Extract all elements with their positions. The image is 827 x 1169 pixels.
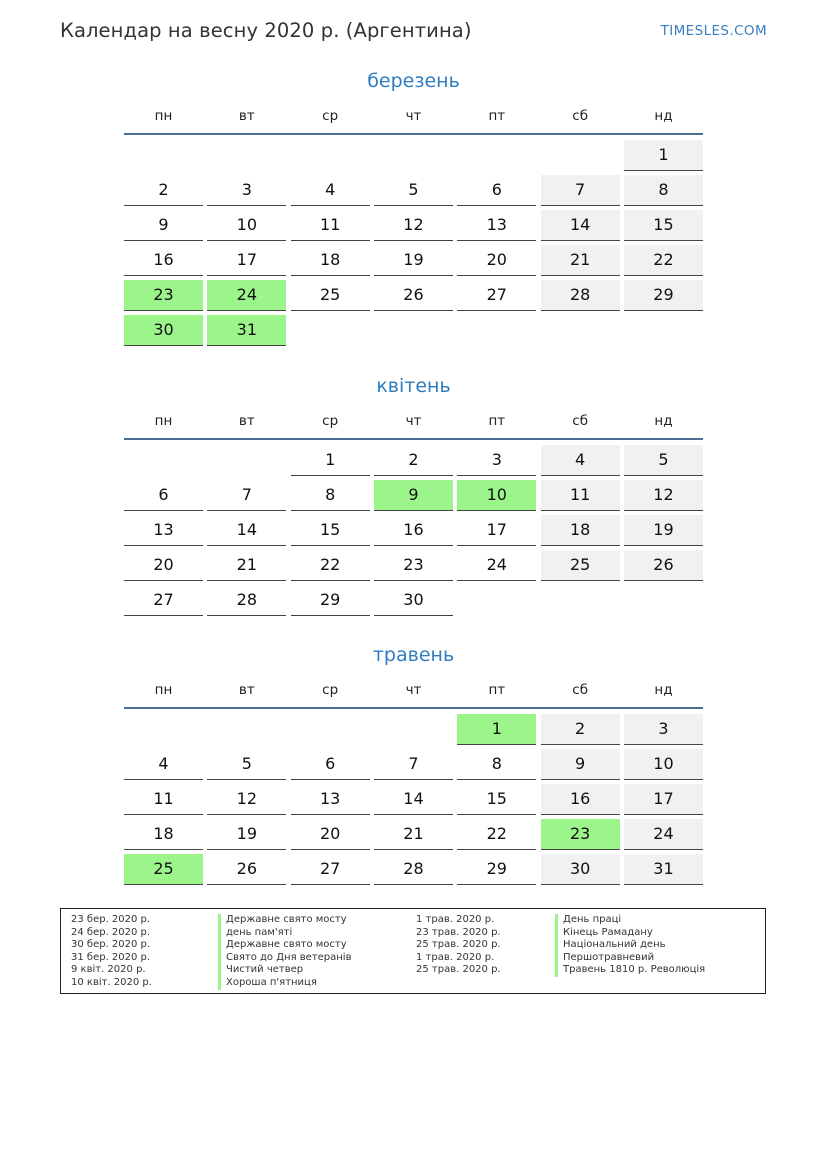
legend-holiday-name: Першотравневий xyxy=(555,952,705,965)
legend-holiday-name: Хороша п'ятниця xyxy=(218,977,351,990)
day-cell: 16 xyxy=(124,245,203,276)
day-cell: 7 xyxy=(374,749,453,780)
legend-dates-left xyxy=(71,914,152,990)
day-cell: 28 xyxy=(207,585,286,616)
weekday-header xyxy=(124,680,703,705)
weekday-label: пн xyxy=(154,682,173,698)
day-cell: 9 xyxy=(124,210,203,241)
day-cell: 8 xyxy=(291,480,370,511)
month-title: квітень xyxy=(376,375,451,397)
legend-holiday-name: Державне свято мосту xyxy=(218,914,351,927)
weekday-header xyxy=(124,411,703,436)
day-cell: 26 xyxy=(207,854,286,885)
weekday-label: пт xyxy=(488,682,506,698)
day-cell: 1 xyxy=(624,140,703,171)
legend-date: 24 бер. 2020 р. xyxy=(71,926,151,938)
weekday-label: вт xyxy=(238,108,255,124)
holiday-day-cell: 23 xyxy=(541,819,620,850)
holiday-day-cell: 24 xyxy=(207,280,286,311)
holiday-day-cell: 31 xyxy=(207,315,286,346)
day-cell: 4 xyxy=(124,749,203,780)
day-cell: 18 xyxy=(124,819,203,850)
empty-cell xyxy=(374,140,453,170)
day-cell: 22 xyxy=(457,819,536,850)
day-cell: 23 xyxy=(374,550,453,581)
day-cell: 13 xyxy=(291,784,370,815)
day-grid xyxy=(124,140,703,346)
weekday-label: чт xyxy=(405,108,422,124)
day-cell: 27 xyxy=(291,854,370,885)
day-cell: 13 xyxy=(124,515,203,546)
weekday-label: нд xyxy=(654,413,673,429)
day-cell: 25 xyxy=(291,280,370,311)
day-grid xyxy=(124,714,703,885)
day-cell: 19 xyxy=(624,515,703,546)
day-cell: 6 xyxy=(457,175,536,206)
day-cell: 3 xyxy=(457,445,536,476)
day-cell: 28 xyxy=(541,280,620,311)
legend-date: 25 трав. 2020 р. xyxy=(416,939,501,951)
day-cell: 27 xyxy=(457,280,536,311)
day-cell: 12 xyxy=(207,784,286,815)
day-cell: 7 xyxy=(207,480,286,511)
day-cell: 10 xyxy=(624,749,703,780)
day-cell: 8 xyxy=(624,175,703,206)
day-cell: 8 xyxy=(457,749,536,780)
day-cell: 11 xyxy=(291,210,370,241)
day-cell: 24 xyxy=(457,550,536,581)
day-cell: 30 xyxy=(541,854,620,885)
day-cell: 29 xyxy=(457,854,536,885)
legend-holiday-name: День праці xyxy=(555,914,705,927)
day-cell: 20 xyxy=(124,550,203,581)
day-cell: 22 xyxy=(291,550,370,581)
day-cell: 24 xyxy=(624,819,703,850)
day-cell: 17 xyxy=(207,245,286,276)
empty-cell xyxy=(124,445,203,475)
day-cell: 28 xyxy=(374,854,453,885)
day-cell: 14 xyxy=(207,515,286,546)
month-march xyxy=(124,66,703,346)
legend-names-left xyxy=(218,914,351,990)
day-cell: 14 xyxy=(541,210,620,241)
day-cell: 4 xyxy=(291,175,370,206)
empty-cell xyxy=(374,714,453,744)
header-rule xyxy=(124,707,703,709)
day-cell: 11 xyxy=(124,784,203,815)
day-cell: 2 xyxy=(541,714,620,745)
day-cell: 4 xyxy=(541,445,620,476)
day-cell: 21 xyxy=(541,245,620,276)
legend-holiday-name: Свято до Дня ветеранів xyxy=(218,952,351,965)
site-logo-link[interactable]: TIMESLES.COM xyxy=(660,23,767,39)
day-cell: 26 xyxy=(624,550,703,581)
day-cell: 12 xyxy=(374,210,453,241)
weekday-label: сб xyxy=(572,413,589,429)
legend-holiday-name: Чистий четвер xyxy=(218,964,351,977)
day-cell: 19 xyxy=(207,819,286,850)
day-cell: 26 xyxy=(374,280,453,311)
weekday-label: сб xyxy=(572,108,589,124)
day-cell: 29 xyxy=(624,280,703,311)
legend-date: 30 бер. 2020 р. xyxy=(71,939,151,951)
month-may xyxy=(124,640,703,885)
weekday-label: нд xyxy=(654,108,673,124)
empty-cell xyxy=(207,445,286,475)
legend-date: 10 квіт. 2020 р. xyxy=(71,976,152,988)
month-title: травень xyxy=(372,644,455,666)
weekday-label: пт xyxy=(488,108,506,124)
day-cell: 17 xyxy=(624,784,703,815)
weekday-label: ср xyxy=(322,413,339,429)
empty-cell xyxy=(457,140,536,170)
day-cell: 3 xyxy=(624,714,703,745)
empty-cell xyxy=(124,140,203,170)
day-cell: 19 xyxy=(374,245,453,276)
day-cell: 10 xyxy=(207,210,286,241)
day-cell: 7 xyxy=(541,175,620,206)
holiday-day-cell: 25 xyxy=(124,854,203,885)
legend-holiday-name: Державне свято мосту xyxy=(218,939,351,952)
day-cell: 27 xyxy=(124,585,203,616)
empty-cell xyxy=(207,714,286,744)
empty-cell xyxy=(124,714,203,744)
weekday-header xyxy=(124,106,703,131)
day-cell: 1 xyxy=(291,445,370,476)
day-cell: 15 xyxy=(457,784,536,815)
legend-holiday-name: Національний день xyxy=(555,939,705,952)
day-cell: 18 xyxy=(541,515,620,546)
day-cell: 6 xyxy=(124,480,203,511)
weekday-label: сб xyxy=(572,682,589,698)
day-cell: 14 xyxy=(374,784,453,815)
day-cell: 17 xyxy=(457,515,536,546)
legend-date: 23 трав. 2020 р. xyxy=(416,926,501,938)
weekday-label: ср xyxy=(322,682,339,698)
day-cell: 20 xyxy=(291,819,370,850)
legend-date: 31 бер. 2020 р. xyxy=(71,951,151,963)
weekday-label: ср xyxy=(322,108,339,124)
empty-cell xyxy=(541,140,620,170)
month-april xyxy=(124,371,703,616)
day-cell: 29 xyxy=(291,585,370,616)
legend-dates-right xyxy=(416,914,501,977)
page-title: Календар на весну 2020 р. (Аргентина) xyxy=(60,19,472,42)
day-cell: 2 xyxy=(374,445,453,476)
day-cell: 2 xyxy=(124,175,203,206)
day-cell: 22 xyxy=(624,245,703,276)
holiday-legend xyxy=(60,908,766,994)
legend-date: 25 трав. 2020 р. xyxy=(416,964,501,976)
day-cell: 13 xyxy=(457,210,536,241)
weekday-label: пн xyxy=(154,413,173,429)
header-rule xyxy=(124,438,703,440)
legend-date: 9 квіт. 2020 р. xyxy=(71,964,146,976)
empty-cell xyxy=(291,714,370,744)
legend-holiday-name: Кінець Рамадану xyxy=(555,927,705,940)
day-cell: 5 xyxy=(374,175,453,206)
legend-date: 1 трав. 2020 р. xyxy=(416,951,495,963)
weekday-label: вт xyxy=(238,413,255,429)
day-cell: 9 xyxy=(541,749,620,780)
legend-date: 23 бер. 2020 р. xyxy=(71,914,151,925)
weekday-label: вт xyxy=(238,682,255,698)
empty-cell xyxy=(207,140,286,170)
holiday-day-cell: 10 xyxy=(457,480,536,511)
legend-date: 1 трав. 2020 р. xyxy=(416,914,495,925)
legend-names-right xyxy=(555,914,705,977)
holiday-day-cell: 1 xyxy=(457,714,536,745)
weekday-label: чт xyxy=(405,682,422,698)
day-cell: 25 xyxy=(541,550,620,581)
day-cell: 16 xyxy=(541,784,620,815)
day-cell: 18 xyxy=(291,245,370,276)
weekday-label: нд xyxy=(654,682,673,698)
holiday-day-cell: 30 xyxy=(124,315,203,346)
day-cell: 5 xyxy=(207,749,286,780)
day-cell: 31 xyxy=(624,854,703,885)
day-cell: 11 xyxy=(541,480,620,511)
day-cell: 3 xyxy=(207,175,286,206)
day-cell: 30 xyxy=(374,585,453,616)
weekday-label: пн xyxy=(154,108,173,124)
empty-cell xyxy=(291,140,370,170)
holiday-day-cell: 23 xyxy=(124,280,203,311)
day-cell: 12 xyxy=(624,480,703,511)
day-cell: 16 xyxy=(374,515,453,546)
month-title: березень xyxy=(367,70,460,92)
day-cell: 20 xyxy=(457,245,536,276)
weekday-label: чт xyxy=(405,413,422,429)
holiday-day-cell: 9 xyxy=(374,480,453,511)
header-rule xyxy=(124,133,703,135)
day-grid xyxy=(124,445,703,616)
day-cell: 15 xyxy=(291,515,370,546)
day-cell: 15 xyxy=(624,210,703,241)
legend-holiday-name: Травень 1810 р. Революція xyxy=(555,964,705,977)
weekday-label: пт xyxy=(488,413,506,429)
day-cell: 21 xyxy=(207,550,286,581)
legend-holiday-name: день пам'яті xyxy=(218,927,351,940)
day-cell: 6 xyxy=(291,749,370,780)
day-cell: 5 xyxy=(624,445,703,476)
day-cell: 21 xyxy=(374,819,453,850)
